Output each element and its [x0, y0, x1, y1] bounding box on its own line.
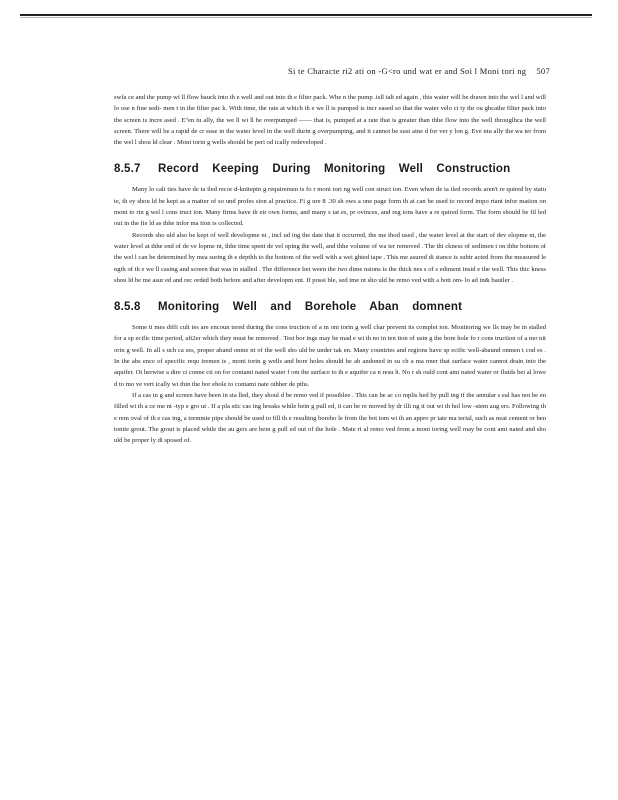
page-body	[114, 92, 546, 446]
section-title: Record Keeping During Monitoring Well Construction	[157, 163, 511, 176]
section-title: Monitoring Well and Borehole Aban domnent	[157, 301, 463, 314]
intro-paragraph: swfa ce and the pump wi ll flow bauck into th e well and out into th e filter pack. Whe n the pump .isll talt ed again , this water will be drawn into the wel l and will lo ose n fine sedi- men t in the filter pac k. With time, the rate at which th e we ll is pumped is incr eased so that the water velo ci ty thr ou ghcathe filter pack into the screen is incre ased . E"en tu ally, the we ll wi ll be overpumped —— that is, pumped at a rate that is greater than thhe flow into the well througlhca the well screen. There will be a rapid de cr ease in the water level in the well durin g overpumping, and it cannot be sust aine d for ver y lon g. Eve ntu ally the wa ter from the wel l shou ld clear . Moni torin g wells should be peri od ically redeveloped .	[114, 94, 546, 147]
page-number: 507	[536, 66, 550, 76]
section-number: 8.5.8	[114, 301, 141, 314]
section-number: 8.5.7	[114, 163, 141, 176]
body-paragraph: If a cas in g and screen have been in sta lled, they shoul d be remo ved if possiblee . This can be ac co mplis hed by pull ing if the annular s eal has not be en filled wi th a ce me nt -typ e gro ut . If a pla stic cas ing breaks while bein g pull ed, it can be re moved by dr illi ng it out wi th hol low -stem aug ers. Following th e rem oval of th e cas ing, a tremmie pipe should be used to fill th e resulting boreho le from the bot tom wi th an appro pr iate ma terial, such as neat cement or ben tonite grout. The grout is placed while the au gers are bein g pull ed out of the hole . Mate ri al remo ved from a moni toring well may be cont ami nated and sho uld be proper ly di sposed of.	[114, 391, 546, 445]
body-paragraph: Many lo cali ties have de ta iled recor d-knitepin g requiremen ts fo r moni tori ng well con struct ion. Even when de ta iled records aren't re quired by statu te, th ey shou ld be kept as a matter of so und profes sion al practice. Fi g ure 8 .30 sh ows a one page form th at can be used to record impo rtant infor mation on moni to rin g wel l cons truct ion. Many firms have th eir own forms, and many s tat es, pr ovinces, and reg ions have a re quired form. The form should be fil led out in the fie ld as thhe infor ma tion is collected.	[114, 186, 546, 228]
running-title: Si te Characte ri2 ati on -G<ro und wat er and Soi l Moni tori ng	[287, 66, 527, 76]
section-heading-record-keeping	[114, 163, 546, 175]
body-paragraph: Some ti mes diffi cult ies are encoun tered during the cons truction of a m oni torin g well char prevent its complet ion. Monitoring we lls may be in stalled for a sp ecific time period, aft2er which they must be removed . Test bor ings may be mad e wi th no in ten tion of usin g the bore hole fo r cons truction of a mo nit orin g well. In all s uch ca ses, proper aband onme nt of the well sho uld be under tak en. Many countries and regions have sp ecific well-abaund onmen t cod es . In the abs ence of specific requ iremen ts , moni torin g wells and bore holes should be ab andoned in su ch a ma nner that surface water cannot drain into the aquifer. Ot herwise a dire ct conne cti on for contami nated water f om the surface to th e aquifer ca n resu lt. No r sh ould cont ami nated water or fluids bei al lowe d to mo ve vert ically wi thin the bor ehole to contami nate othher de pths.	[114, 324, 546, 388]
section-heading-abandonment	[114, 301, 546, 313]
body-paragraph: Records sho uld also be kept of well developme nt , incl ud ing the date that it occurred, the me thod used , the water level at the start of dev elopme nt, the water level at thhe end of de ve lopme nt, thhe time spent de vel oping the well, and thhe volume of wa ter removed . The thi ckness of sedimen t on thhe bottom of the wel l can be determined by mea suring th e depthh to the bottom of the well with a wei ghted tape . This me asured di stance is subtr acted from the measured le ngth of th e we ll casing and screen that was in stalled . The difference bet ween the two dime nsions is the thick nes s of s ediment insid e the well. This thic kness shou ld be me asur ed and rec orded both before and after developm ent. If possi ble, sed ime nt sho uld be remo ved with a bott om- lo ad in& bauiler .	[114, 231, 546, 284]
top-rule	[20, 14, 592, 16]
running-header	[190, 66, 550, 76]
